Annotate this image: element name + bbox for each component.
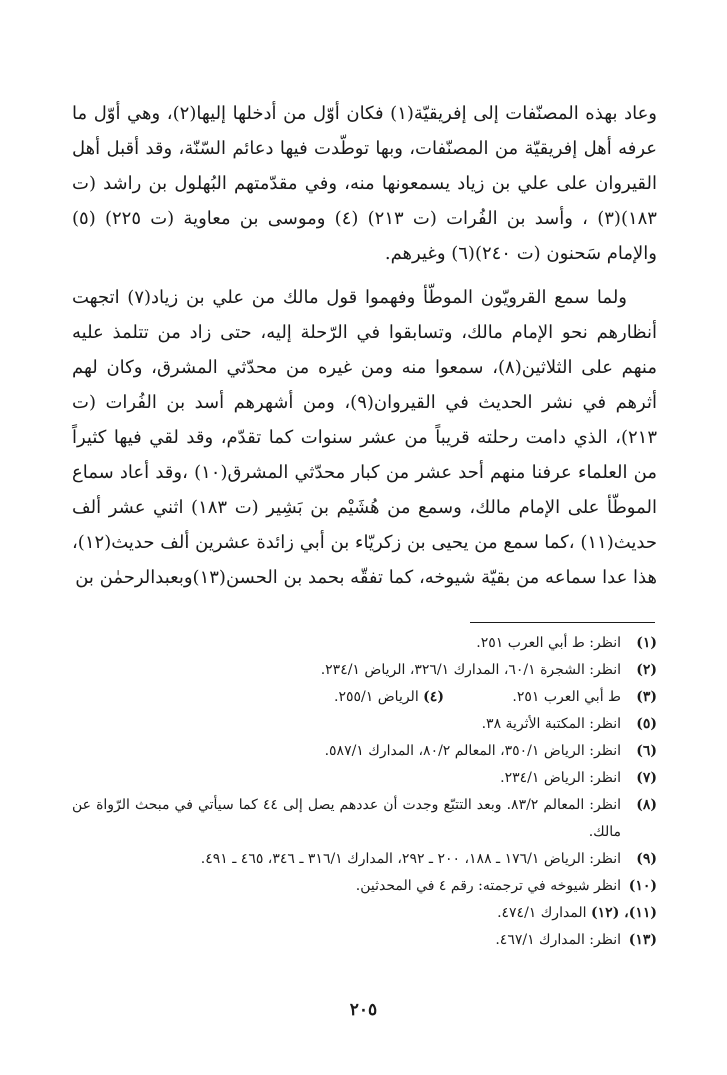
footnote-item — [72, 846, 657, 873]
footnote-item — [72, 873, 657, 900]
footnote-text: انظر: الرياض ١٧٦/١ ـ ١٨٨، ٢٠٠ ـ ٢٩٢، المدارك ٣١٦/١ ـ ٣٤٦، ٤٦٥ ـ ٤٩١. — [200, 851, 621, 867]
footnote-text: انظر: الشجرة ٦٠/١، المدارك ٣٢٦/١، الرياض ٢٣٤/١. — [320, 662, 621, 678]
footnote-text: المدارك ٤٧٤/١. — [497, 905, 587, 921]
footnote-item — [72, 927, 657, 954]
footnote-text: انظر شيوخه في ترجمته: رقم ٤ في المحدثين. — [355, 878, 621, 894]
footnote-text: انظر: المعالم ٨٣/٢. وبعد التتبّع وجدت أن عددهم يصل إلى ٤٤ كما سيأتي في مبحث الرّواة عن مالك. — [72, 797, 621, 840]
footnote-number: (٦) — [636, 743, 657, 759]
footnote-number: (١١)، (١٢) — [591, 905, 657, 921]
footnote-item — [72, 738, 657, 765]
footnote-text: انظر: المكتبة الأثرية ٣٨. — [481, 716, 621, 732]
footnote-number: (٢) — [636, 662, 657, 678]
footnote-item — [72, 765, 657, 792]
footnote-item — [72, 657, 657, 684]
footnotes — [72, 630, 657, 954]
footnote-number: (١) — [636, 635, 657, 651]
footnote-item — [72, 900, 657, 927]
footnote-text: انظر: ط أبي العرب ٢٥١. — [476, 635, 621, 651]
footnote-number: (٣) — [636, 689, 657, 705]
footnote-number: (٨) — [636, 797, 657, 813]
page-number: ٢٠٥ — [349, 1000, 378, 1020]
footnote-item — [72, 711, 657, 738]
footnote-number: (١٣) — [628, 932, 657, 948]
paragraph: ولما سمع القرويّون الموطّأ وفهموا قول مالك من علي بن زياد(٧) اتجهت أنظارهم نحو الإمام مالك، وتسابقوا في الرّحلة إليه، حتى زاد من تتلمذ عليه منهم على الثلاثين(٨)، سمعوا منه ومن غيره من محدّثي المشرق، وكان لهم أثرهم في نشر الحديث في القيروان(٩)، ومن أشهرهم أسد بن الفُرات (ت ٢١٣)، الذي دامت رحلته قريباً من عشر سنوات كما تقدّم، وقد لقي فيها كثيراً من العلماء عرفنا منهم أحد عشر من كبار محدّثي المشرق(١٠) ،وقد أعاد سماع الموطّأ على الإمام مالك، وسمع من هُشَيْم بن بَشِير (ت ١٨٣) اثني عشر ألف حديث(١١) ،كما سمع من يحيى بن زكريّاء بن أبي زائدة عشرين ألف حديث(١٢)، هذا عدا سماعه من بقيّة شيوخه، كما تفقّه بحمد بن الحسن(١٣)وبعبدالرحمٰن بن — [72, 287, 658, 588]
footnote-text: الرياض ٢٥٥/١. — [334, 689, 419, 705]
paragraph: وعاد بهذه المصنّفات إلى إفريقيّة(١) فكان أوّل من أدخلها إليها(٢)، وهي أوّل ما عرفه أهل إفريقيّة من المصنّفات، وبها توطّدت فيها دعائم السّنّة، وقد أقبل أهل القيروان على علي بن زياد يسمعونها منه، وفي مقدّمتهم البُهلول بن راشد (ت ١٨٣)(٣) ، وأسد بن الفُرات (ت ٢١٣) (٤) وموسى بن معاوية (ت ٢٢٥) (٥) والإمام سَحنون (ت ٢٤٠)(٦) وغيرهم. — [72, 103, 658, 264]
footnote-item — [72, 792, 657, 846]
footnote-number: (١٠) — [628, 878, 657, 894]
footnote-number: (٥) — [636, 716, 657, 732]
footnote-text: ط أبي العرب ٢٥١. — [512, 689, 621, 705]
footnote-text: انظر: المدارك ٤٦٧/١. — [495, 932, 621, 948]
footnote-item — [72, 630, 657, 657]
footnote-item — [72, 684, 657, 711]
footnote-number: (٩) — [636, 851, 657, 867]
footnote-text: انظر: الرياض ٢٣٤/١. — [500, 770, 621, 786]
footnote-number: (٤) — [423, 689, 444, 705]
main-text — [72, 96, 657, 595]
footnote-text: انظر: الرياض ٣٥٠/١، المعالم ٨٠/٢، المدارك ٥٨٧/١. — [324, 743, 621, 759]
footnote-separator — [470, 622, 655, 623]
footnote-number: (٧) — [636, 770, 657, 786]
